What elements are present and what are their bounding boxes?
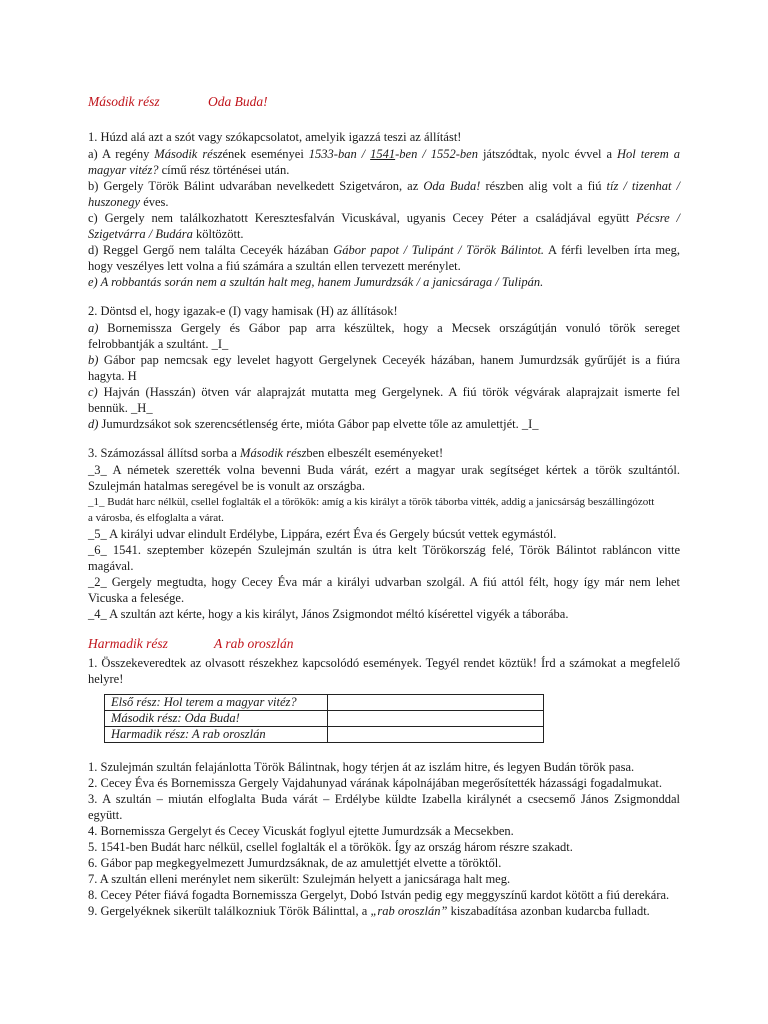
parts-table [104, 694, 544, 743]
event-item-6: 6. Gábor pap megkegyelmezett Jumurdzsáknak, de az amulettjét elvette a töröktől. [88, 856, 502, 870]
answer-cell[interactable] [328, 695, 544, 711]
part3-subtitle: A rab oroszlán [214, 636, 294, 651]
event-item-7: 7. A szultán elleni merénylet nem sikerült: Szulejmán helyett a janicsáraga halt meg. [88, 872, 511, 886]
part2-title: Második rész [88, 94, 160, 109]
q1-item-c-line2: Szigetvárra / Budára költözött. [88, 227, 244, 241]
q2-item-a-line2: felrobbantják a szultánt. _I_ [88, 337, 229, 351]
event-item-9: 9. Gergelyéknek sikerült találkozniuk Török Bálinttal, a „rab oroszlán” kiszabadítása azonban kudarcba fulladt. [88, 904, 650, 918]
q3-event-5-line1: _2_ Gergely megtudta, hogy Cecey Éva már a királyi udvarban szolgál. A fiú attól félt, hogy így már nem lehet [88, 575, 680, 589]
q3-event-1-line2: Szulejmán hatalmas seregével be is vonult az országba. [88, 479, 365, 493]
event-item-4: 4. Bornemissza Gergelyt és Cecey Vicuskát foglyul ejtette Jumurdzsák a Mecsekben. [88, 824, 514, 838]
q3-event-2-line1: _1_ Budát harc nélkül, csellel foglalták el a törökök: amíg a kis királyt a török táborba vitték, addig a janicsárság beszállingózott [88, 496, 655, 508]
q1-prompt: 1. Húzd alá azt a szót vagy szókapcsolatot, amelyik igazzá teszi az állítást! [88, 130, 462, 144]
q1-item-c-line1: c) Gergely nem találkozhatott Keresztesfalván Vicuskával, ugyanis Cecey Péter a családjával együtt Pécsre / [88, 211, 680, 225]
event-item-1: 1. Szulejmán szultán felajánlotta Török Bálintnak, hogy térjen át az iszlám hitre, és legyen Budán török pasa. [88, 760, 635, 774]
table-cell-part2: Második rész: Oda Buda! [105, 711, 328, 727]
q1-item-b-line1: b) Gergely Török Bálint udvarában nevelkedett Szigetváron, az Oda Buda! részben alig volt a fiú tíz / tizenhat / [88, 179, 681, 193]
part2-heading [88, 94, 268, 110]
q1-item-d-line1: d) Reggel Gergő nem találta Ceceyék házában Gábor papot / Tulipánt / Török Bálintot. A férfi levelben írta meg, [88, 243, 680, 257]
q2-item-c-line1: c) Hajván (Hasszán) ötven vár alaprajzát mutatta meg Gergelynek. A fiú török végvárak alaprajzait ismerte fel [88, 385, 680, 399]
part3-heading [88, 636, 294, 652]
q3-event-4-line2: magával. [88, 559, 134, 573]
event-item-5: 5. 1541-ben Budát harc nélkül, csellel foglalták el a törökök. Így az ország három részre szakadt. [88, 840, 573, 854]
q1-item-d-line2: hogy veszélyes lett volna a fiú számára a szultán ellen tervezett merénylet. [88, 259, 461, 273]
q1-item-b-line2: huszonegy éves. [88, 195, 169, 209]
q3-event-5-line2: Vicuska a felesége. [88, 591, 185, 605]
answer-cell[interactable] [328, 727, 544, 743]
event-item-8: 8. Cecey Péter fiává fogadta Bornemissza Gergelyt, Dobó István pedig egy meggyszínű kardot kötött a fiú derekára. [88, 888, 670, 902]
q2-item-a-line1: a) Bornemissza Gergely és Gábor pap arra készültek, hogy a Mecsek országútján vonuló török sereget [88, 321, 680, 335]
q2-item-b-line1: b) Gábor pap nemcsak egy levelet hagyott Gergelynek Ceceyék házában, hanem Jumurdzsák gyűrűjét is a fiúra [88, 353, 680, 367]
part2-subtitle: Oda Buda! [208, 94, 268, 109]
q2-item-b-line2: hagyta. H [88, 369, 137, 383]
q3-event-2-line2: a városba, és elfoglalta a várat. [88, 512, 224, 524]
q1-item-a-line2: magyar vitéz? című rész történései után. [88, 163, 290, 177]
table-row [105, 695, 544, 711]
event-item-3-line1: 3. A szultán – miután elfoglalta Buda várát – Erdélybe küldte Izabella királynét a csecsemő János Zsigmonddal [88, 792, 680, 806]
q1-item-a-line1: a) A regény Második részének eseményei 1533-ban / 1541-ben / 1552-ben játszódtak, nyolc évvel a Hol terem a [88, 147, 680, 161]
table-row [105, 711, 544, 727]
answer-cell[interactable] [328, 711, 544, 727]
table-cell-part1: Első rész: Hol terem a magyar vitéz? [105, 695, 328, 711]
q1-item-e: e) A robbantás során nem a szultán halt meg, hanem Jumurdzsák / a janicsáraga / Tulipán. [88, 275, 544, 289]
q3-prompt: 3. Számozással állítsd sorba a Második részben elbeszélt eseményeket! [88, 446, 444, 460]
q2-prompt: 2. Döntsd el, hogy igazak-e (I) vagy hamisak (H) az állítások! [88, 304, 398, 318]
table-cell-part3: Harmadik rész: A rab oroszlán [105, 727, 328, 743]
q3-event-6: _4_ A szultán azt kérte, hogy a kis királyt, János Zsigmondot méltó kísérettel vigyék a táborába. [88, 607, 569, 621]
q4-prompt-line1: 1. Összekeveredtek az olvasott részekhez kapcsolódó események. Tegyél rendet köztük! Írd a számokat a megfelelő [88, 656, 680, 670]
table-row [105, 727, 544, 743]
q4-prompt-line2: helyre! [88, 672, 124, 686]
event-item-2: 2. Cecey Éva és Bornemissza Gergely Vajdahunyad várának kápolnájában megerősítették házassági fogadalmukat. [88, 776, 662, 790]
q3-event-3: _5_ A királyi udvar elindult Erdélybe, Lippára, ezért Éva és Gergely búcsút vettek egymástól. [88, 527, 557, 541]
event-item-3-line2: együtt. [88, 808, 123, 822]
q2-item-d: d) Jumurdzsákot sok szerencsétlenség érte, mióta Gábor pap elvette tőle az amulettjét. _I_ [88, 417, 539, 431]
q3-event-4-line1: _6_ 1541. szeptember közepén Szulejmán szultán is útra kelt Törökország felé, Török Bálintot rabláncon vitte [88, 543, 680, 557]
q2-item-c-line2: bennük. _H_ [88, 401, 153, 415]
part3-title: Harmadik rész [88, 636, 168, 651]
q3-event-1-line1: _3_ A németek szerették volna bevenni Buda várát, ezért a magyar urak segítséget kértek a török szultántól. [88, 463, 680, 477]
